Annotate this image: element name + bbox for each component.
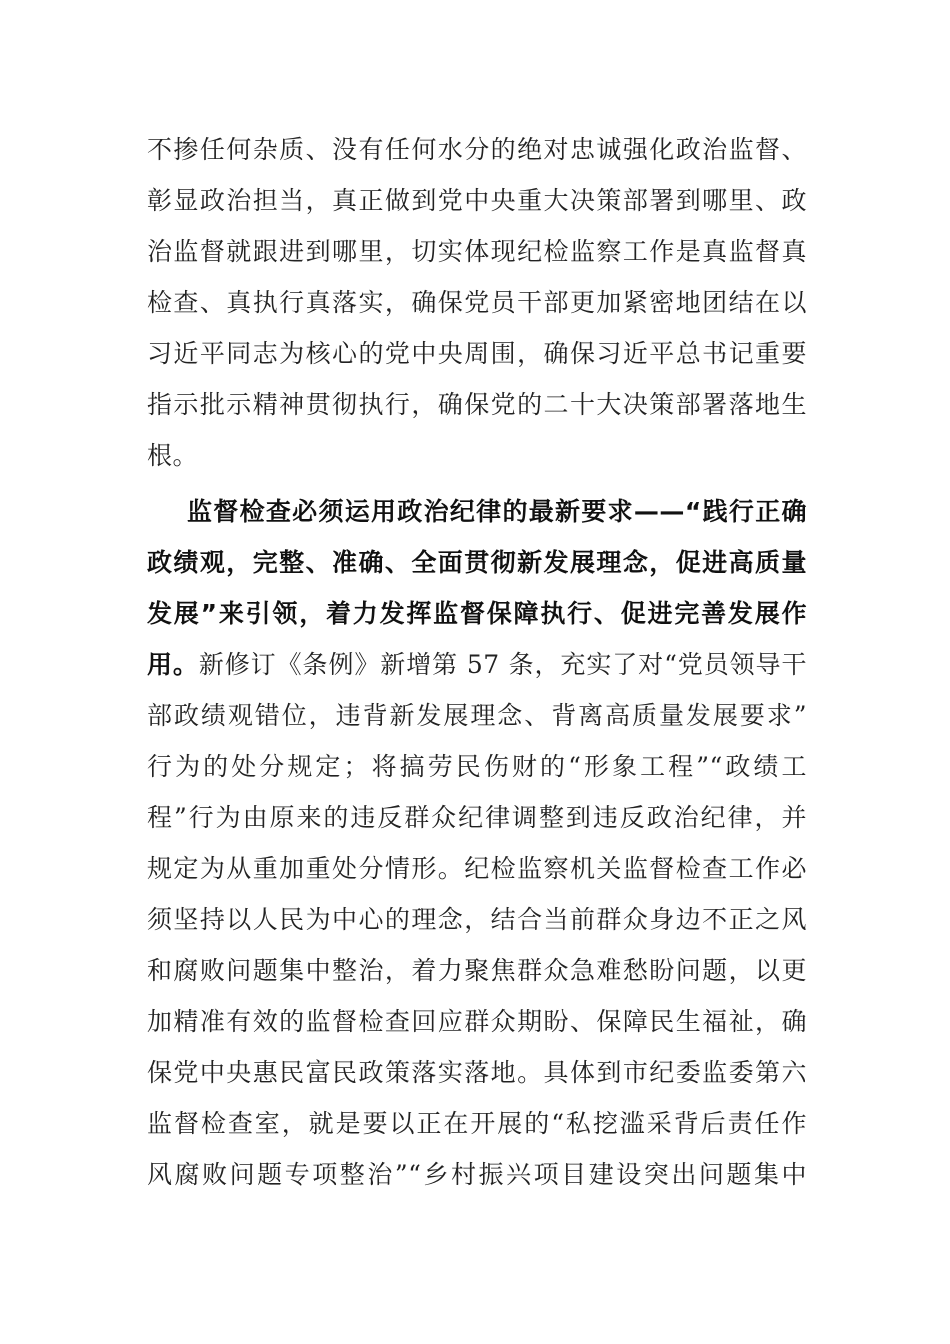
paragraph-line: 治监督就跟进到哪里，切实体现纪检监察工作是真监督真	[147, 237, 807, 266]
paragraph-line: 指示批示精神贯彻执行，确保党的二十大决策部署落地生	[147, 390, 807, 419]
bold-heading-line: 监督检查必须运用政治纪律的最新要求——“践行正确	[187, 497, 807, 526]
plain-text: 新修订《条例》新增第 57 条，充实了对“党员领导干	[198, 650, 807, 679]
paragraph-line: 部政绩观错位，违背新发展理念、背离高质量发展要求”	[147, 701, 807, 730]
paragraph-line: 习近平同志为核心的党中央周围，确保习近平总书记重要	[147, 339, 807, 368]
bold-heading-line: 政绩观，完整、准确、全面贯彻新发展理念，促进高质量	[147, 548, 807, 577]
paragraph-1	[147, 124, 807, 481]
paragraph-line: 须坚持以人民为中心的理念，结合当前群众身边不正之风	[147, 905, 807, 934]
paragraph-line: 根。	[147, 441, 199, 470]
paragraph-line: 保党中央惠民富民政策落实落地。具体到市纪委监委第六	[147, 1058, 807, 1087]
paragraph-2	[147, 486, 807, 1200]
paragraph-line: 加精准有效的监督检查回应群众期盼、保障民生福祉，确	[147, 1007, 807, 1036]
paragraph-line: 程”行为由原来的违反群众纪律调整到违反政治纪律，并	[147, 803, 807, 832]
mixed-line	[147, 639, 807, 690]
paragraph-line: 风腐败问题专项整治”“乡村振兴项目建设突出问题集中	[147, 1160, 807, 1189]
bold-heading-line: 发展”来引领，着力发挥监督保障执行、促进完善发展作	[147, 599, 807, 628]
bold-lead-text: 用。	[147, 650, 199, 679]
paragraph-line: 彰显政治担当，真正做到党中央重大决策部署到哪里、政	[147, 186, 807, 215]
paragraph-line: 和腐败问题集中整治，着力聚焦群众急难愁盼问题，以更	[147, 956, 807, 985]
paragraph-line: 检查、真执行真落实，确保党员干部更加紧密地团结在以	[147, 288, 807, 317]
paragraph-line: 行为的处分规定；将搞劳民伤财的“形象工程”“政绩工	[147, 752, 807, 781]
paragraph-line: 不掺任何杂质、没有任何水分的绝对忠诚强化政治监督、	[147, 135, 807, 164]
paragraph-line: 规定为从重加重处分情形。纪检监察机关监督检查工作必	[147, 854, 807, 883]
paragraph-line: 监督检查室，就是要以正在开展的“私挖滥采背后责任作	[147, 1109, 807, 1138]
